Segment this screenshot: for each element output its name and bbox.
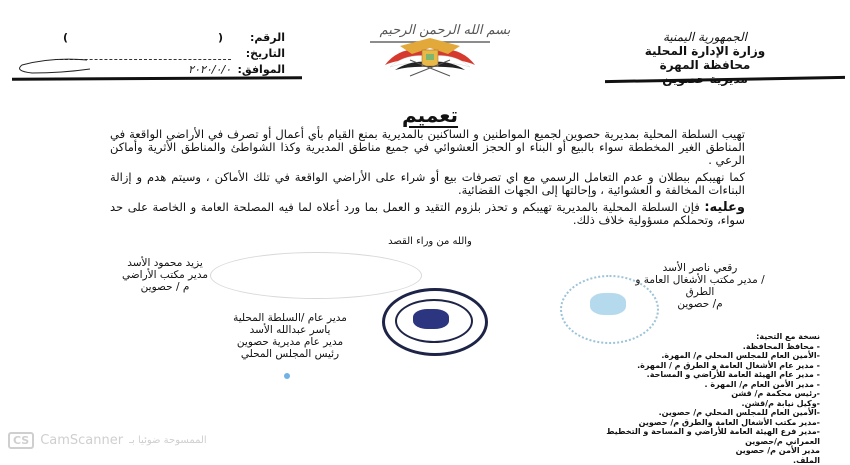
reference-number-label: الرقم: bbox=[237, 30, 285, 46]
therefore-label: وعليه: bbox=[704, 200, 745, 215]
signatory-name: رقعي ناصر الأسد bbox=[620, 262, 780, 274]
local-authority-stamp bbox=[382, 288, 488, 356]
cc-item: - مدير الأمن العام م/ المهرة . bbox=[570, 380, 820, 390]
paragraph-3 bbox=[110, 201, 745, 227]
signatory-title: / مدير مكتب الأشغال العامة و الطرق bbox=[620, 274, 780, 298]
cc-item: -رئيس محكمة م/ قشن bbox=[570, 389, 820, 399]
signatory-name: يزيد محمود الأسد bbox=[110, 257, 220, 269]
yemen-emblem-icon bbox=[330, 20, 530, 80]
blue-ink-dot bbox=[284, 373, 290, 379]
cc-list bbox=[570, 332, 820, 465]
cc-item: -الأمين العام للمجلس المحلي م/ حصوين. bbox=[570, 408, 820, 418]
closing-line: والله من وراء القصد bbox=[330, 236, 530, 247]
paragraph-2: كما نهيبكم ببطلان و عدم التعامل الرسمي مع اي تصرفات بيع أو شراء على الأراضي الواقعة في تلك الأماكن ، وسيتم هدم و إزالة البناءات المخالفة و العشوائية ، وإحالتها إلى الجهات القضائية. bbox=[110, 171, 745, 197]
signatory-line-4: رئيس المجلس المحلي bbox=[230, 348, 350, 360]
document-title: تعميم bbox=[375, 103, 485, 127]
governorate-name: محافظة المهرة bbox=[615, 58, 795, 72]
header-divider-left bbox=[12, 76, 302, 81]
camscanner-watermark bbox=[8, 432, 207, 449]
cc-item: -الأمين العام للمجلس المحلي م/ المهرة. bbox=[570, 351, 820, 361]
cc-item: - مدير عام الهيئة العامة للأراضي و المساحة. bbox=[570, 370, 820, 380]
watermark-arabic: الممسوحة ضوئيا بـ bbox=[129, 435, 207, 446]
ministry-name: وزارة الإدارة المحلية bbox=[615, 44, 795, 58]
signatory-line-3: مدير عام مديرية حصوين bbox=[230, 336, 350, 348]
cc-item: -وكيل نيابة م/قشن. bbox=[570, 399, 820, 409]
cc-heading: نسخة مع التحية: bbox=[570, 332, 820, 342]
reference-number-row bbox=[55, 30, 285, 46]
cc-item: -مدير مكتب الأشغال العامة والطرق م/ حصوين bbox=[570, 418, 820, 428]
signature-lands-office bbox=[110, 257, 220, 293]
signature-district-director bbox=[230, 312, 350, 360]
republic-name: الجمهورية اليمنية bbox=[615, 30, 795, 44]
signatory-place: م/ حصوين bbox=[620, 298, 780, 310]
bismillah: بسم الله الرحمن الرحيم bbox=[370, 23, 520, 38]
paren-close: ) bbox=[63, 30, 68, 46]
signatory-line-2: ياسر عبدالله الأسد bbox=[230, 324, 350, 336]
corresponding-date-label: الموافق: bbox=[237, 62, 285, 78]
faint-stamp bbox=[210, 252, 422, 299]
watermark-brand: CamScanner bbox=[40, 433, 123, 448]
therefore-text: فإن السلطة المحلية بالمديرية تهيبكم و تحذر بلزوم التقيد و العمل بما ورد أعلاه لما فيه المصلحة العامة و الخاصة على حد سواء، وتحملكم مسؤولية خلاف ذلك. bbox=[110, 200, 745, 227]
handwritten-signature-icon bbox=[12, 57, 92, 77]
paren-open: ( bbox=[218, 30, 223, 46]
cc-item: - محافظ المحافظة. bbox=[570, 342, 820, 352]
reference-number-value bbox=[55, 30, 231, 46]
date-label: التاريخ: bbox=[237, 46, 285, 62]
paragraph-1: تهيب السلطة المحلية بمديرية حصوين لجميع المواطنين و الساكنين بالمديرية بمنع القيام بأي أعمال أو تصرف في الأراضي الواقعة في المناطق الغير المخططة سواء بالبيع أو البناء او الحجز العشوائي في جميع مناطق المديرية وكذا الشواطئ والمناطق الأثرية وأماكن الرعي . bbox=[110, 128, 745, 167]
signature-public-works bbox=[620, 262, 780, 310]
document-body bbox=[110, 128, 745, 231]
cc-item: مدير الأمن م/ حصوين bbox=[570, 446, 820, 456]
signatory-place: م / حصوين bbox=[110, 281, 220, 293]
signatory-line-1: مدير عام /السلطة المحلية bbox=[230, 312, 350, 324]
cc-item: - مدير عام الأشغال العامة و الطرق م / المهرة. bbox=[570, 361, 820, 371]
cc-item: الملف. bbox=[570, 456, 820, 465]
camscanner-logo-icon: CS bbox=[8, 432, 34, 449]
cc-item: -مدير فرع الهيئة العامة للأراضي و المساحة و التخطيط العمراني م/حصوين bbox=[570, 427, 820, 446]
corresponding-date-value: ٢٠٢٠/٠/٠ bbox=[55, 62, 231, 75]
signatory-title: مدير مكتب الأراضي bbox=[110, 269, 220, 281]
